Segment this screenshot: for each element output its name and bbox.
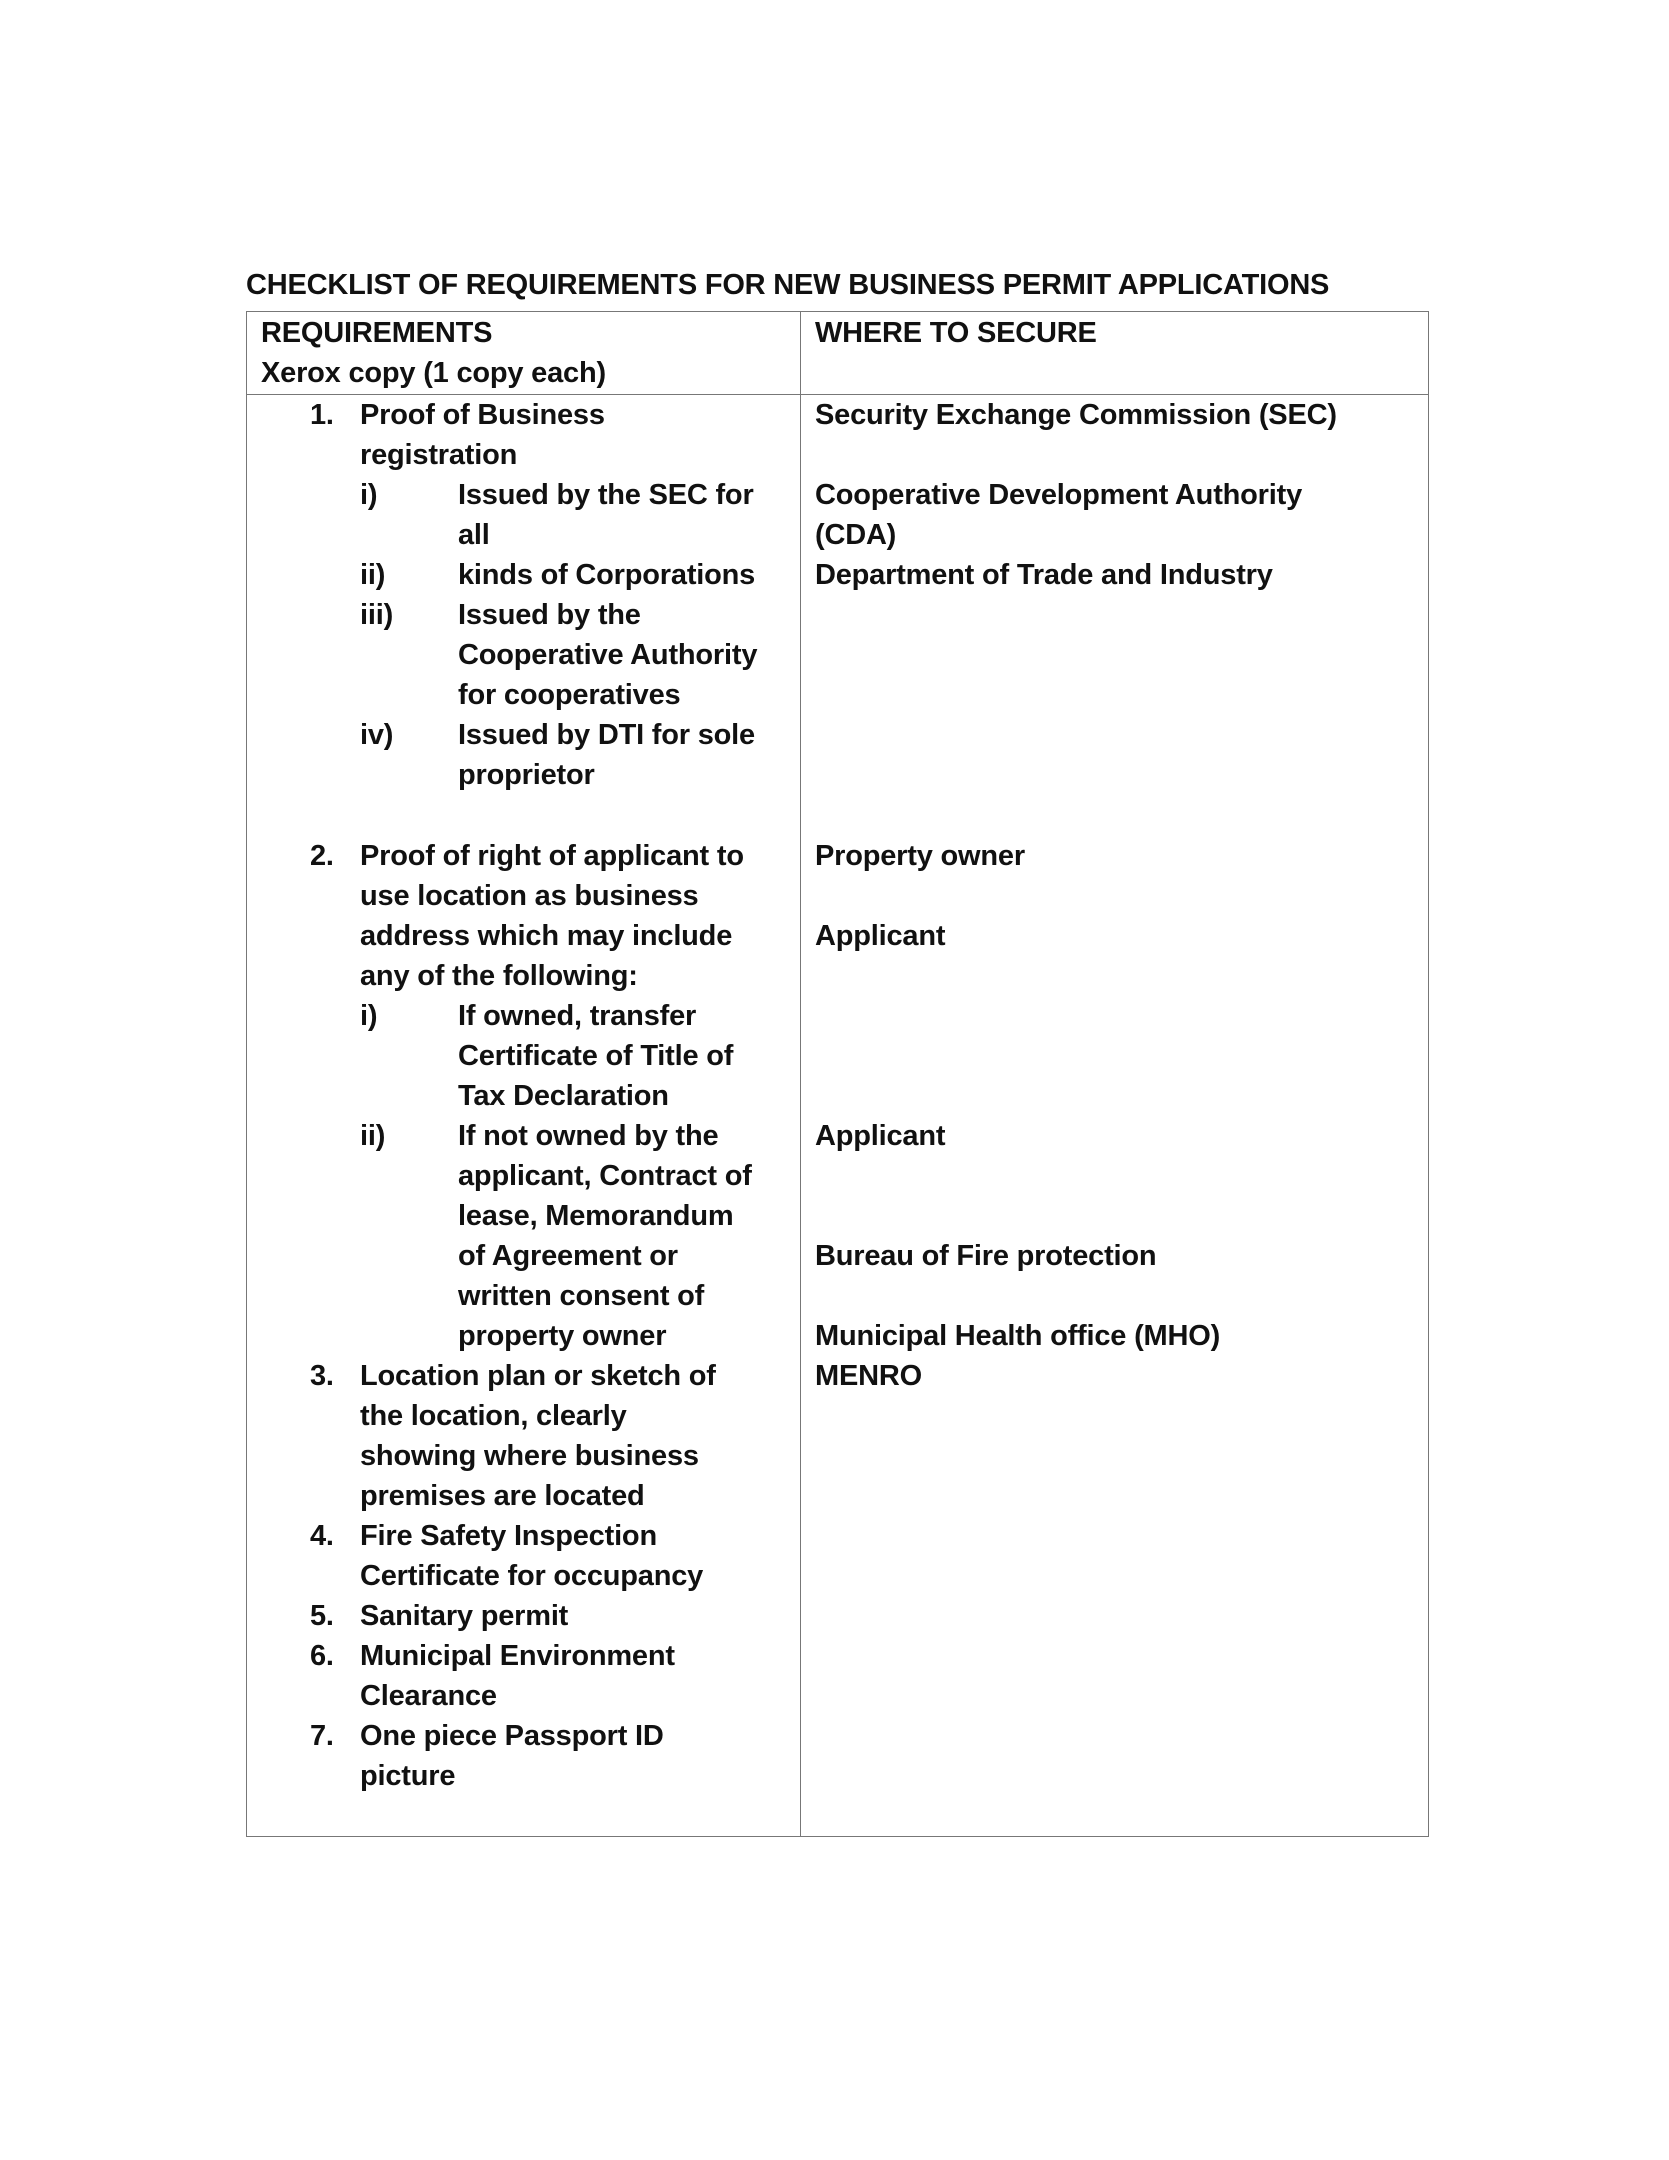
item1-sub-label: ii) — [360, 559, 386, 591]
where-cda: (CDA) — [815, 519, 897, 551]
item6-number: 6. — [310, 1640, 334, 1672]
item2-sub-text: lease, Memorandum — [458, 1200, 734, 1232]
item4-line: Fire Safety Inspection — [360, 1520, 657, 1552]
item5-line: Sanitary permit — [360, 1600, 569, 1632]
item1-sub-text: proprietor — [458, 759, 595, 791]
where-bfp: Bureau of Fire protection — [815, 1240, 1157, 1272]
where-applicant: Applicant — [815, 1120, 946, 1152]
item1-sub-text: Issued by the SEC for — [458, 479, 754, 511]
item2-line: use location as business — [360, 880, 699, 912]
item2-line: any of the following: — [360, 960, 638, 992]
item3-line: premises are located — [360, 1480, 645, 1512]
item1-sub-label: iii) — [360, 599, 394, 631]
item2-sub-label: ii) — [360, 1120, 386, 1152]
item1-sub-text: for cooperatives — [458, 679, 681, 711]
item2-sub-text: Tax Declaration — [458, 1080, 669, 1112]
item7-line: picture — [360, 1760, 456, 1792]
item2-sub-text: property owner — [458, 1320, 667, 1352]
item7-number: 7. — [310, 1720, 334, 1752]
where-dti: Department of Trade and Industry — [815, 559, 1273, 591]
item1-sub-label: iv) — [360, 719, 394, 751]
item1-line: Proof of Business — [360, 399, 605, 431]
header-requirements: REQUIREMENTS — [261, 317, 493, 349]
where-menro: MENRO — [815, 1360, 922, 1392]
item2-sub-text: of Agreement or — [458, 1240, 678, 1272]
item2-number: 2. — [310, 840, 334, 872]
item1-sub-text: all — [458, 519, 490, 551]
where-applicant: Applicant — [815, 920, 946, 952]
item1-sub-text: Cooperative Authority — [458, 639, 758, 671]
item4-line: Certificate for occupancy — [360, 1560, 704, 1592]
item2-sub-text: If owned, transfer — [458, 1000, 697, 1032]
item1-sub-text: Issued by the — [458, 599, 641, 631]
item1-line: registration — [360, 439, 518, 471]
item6-line: Municipal Environment — [360, 1640, 675, 1672]
where-mho: Municipal Health office (MHO) — [815, 1320, 1221, 1352]
item1-number: 1. — [310, 399, 334, 431]
item2-sub-label: i) — [360, 1000, 378, 1032]
where-cda: Cooperative Development Authority — [815, 479, 1303, 511]
item2-sub-text: written consent of — [458, 1280, 705, 1312]
item1-sub-text: kinds of Corporations — [458, 559, 756, 591]
item4-number: 4. — [310, 1520, 334, 1552]
where-property-owner: Property owner — [815, 840, 1025, 872]
header-where-to-secure: WHERE TO SECURE — [815, 317, 1097, 349]
header-copy-note: Xerox copy (1 copy each) — [261, 357, 606, 389]
item3-line: showing where business — [360, 1440, 699, 1472]
item2-sub-text: If not owned by the — [458, 1120, 719, 1152]
item7-line: One piece Passport ID — [360, 1720, 664, 1752]
item3-line: the location, clearly — [360, 1400, 627, 1432]
item5-number: 5. — [310, 1600, 334, 1632]
item6-line: Clearance — [360, 1680, 497, 1712]
item2-line: address which may include — [360, 920, 733, 952]
item3-line: Location plan or sketch of — [360, 1360, 716, 1392]
item1-sub-label: i) — [360, 479, 378, 511]
item1-sub-text: Issued by DTI for sole — [458, 719, 755, 751]
document-title: CHECKLIST OF REQUIREMENTS FOR NEW BUSINESS PERMIT APPLICATIONS — [246, 269, 1330, 301]
item2-line: Proof of right of applicant to — [360, 840, 744, 872]
item3-number: 3. — [310, 1360, 334, 1392]
where-sec: Security Exchange Commission (SEC) — [815, 399, 1337, 431]
item2-sub-text: Certificate of Title of — [458, 1040, 734, 1072]
item2-sub-text: applicant, Contract of — [458, 1160, 752, 1192]
column-divider — [800, 312, 801, 1836]
